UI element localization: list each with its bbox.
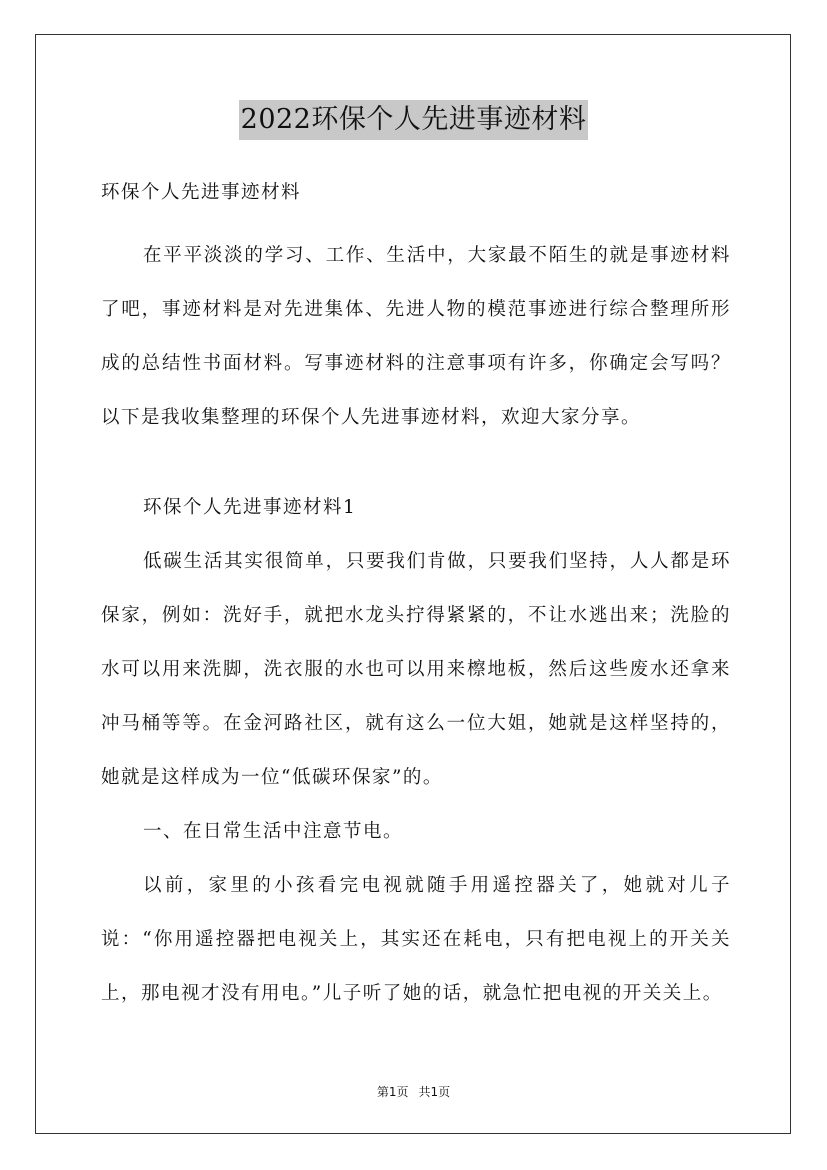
page-number: 第1页 <box>376 1085 409 1099</box>
document-subtitle: 环保个人先进事迹材料 <box>101 182 302 203</box>
point-heading-1: 一、在日常生活中注意节电。 <box>143 821 404 842</box>
body-paragraph-1: 低碳生活其实很简单，只要我们肯做，只要我们坚持，人人都是环保家，例如：洗好手，就把水龙头拧得紧紧的，不让水逃出来；洗脸的水可以用来洗脚，洗衣服的水也可以用来檫地板，然后这些废水还拿来冲马桶等等。在金河路社区，就有这么一位大姐，她就是这样坚持的，她就是这样成为一位“低碳环保家”的。 <box>101 551 731 788</box>
title-wrapper <box>0 100 827 140</box>
body-paragraph-2: 以前，家里的小孩看完电视就随手用遥控器关了，她就对儿子说：“你用遥控器把电视关上，其实还在耗电，只有把电视上的开关关上，那电视才没有用电。”儿子听了她的话，就急忙把电视的开关关上。 <box>101 875 731 1004</box>
page-footer <box>0 1083 827 1100</box>
page-total: 共1页 <box>418 1085 451 1099</box>
document-title: 2022环保个人先进事迹材料 <box>239 100 589 140</box>
section-heading: 环保个人先进事迹材料1 <box>143 497 357 518</box>
intro-paragraph: 在平平淡淡的学习、工作、生活中，大家最不陌生的就是事迹材料了吧，事迹材料是对先进集体、先进人物的模范事迹进行综合整理所形成的总结性书面材料。写事迹材料的注意事项有许多，你确定会写吗？以下是我收集整理的环保个人先进事迹材料，欢迎大家分享。 <box>101 245 731 428</box>
document-body <box>101 175 731 1021</box>
paragraph-gap <box>101 445 731 481</box>
